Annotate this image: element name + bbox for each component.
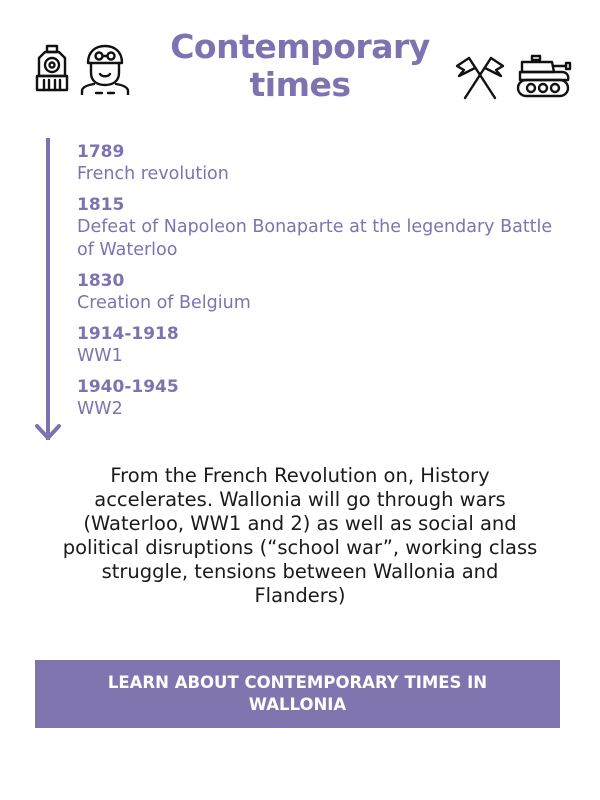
event-year: 1789	[77, 142, 125, 162]
timeline-event	[77, 141, 577, 186]
timeline-events	[77, 141, 577, 429]
page-title: Contemporary times	[170, 27, 430, 104]
timeline-line	[46, 138, 50, 440]
event-description: Creation of Belgium	[77, 293, 251, 313]
timeline-event	[77, 376, 577, 421]
event-description: Defeat of Napoleon Bonaparte at the legendary Battle of Waterloo	[77, 217, 553, 260]
event-year: 1830	[77, 271, 125, 291]
event-description: WW2	[77, 399, 123, 419]
tank-icon	[516, 54, 572, 100]
arrow-down-icon	[34, 420, 64, 444]
learn-more-button[interactable]: LEARN ABOUT CONTEMPORARY TIMES IN WALLONIA	[35, 660, 560, 728]
timeline-event	[77, 270, 577, 315]
event-year: 1940-1945	[77, 377, 179, 397]
soldier-icon	[80, 43, 130, 95]
event-description: WW1	[77, 346, 123, 366]
event-year: 1815	[77, 195, 125, 215]
event-year: 1914-1918	[77, 324, 179, 344]
timeline-event	[77, 194, 577, 262]
event-description: French revolution	[77, 164, 229, 184]
locomotive-icon	[34, 44, 70, 94]
crossed-flags-icon	[455, 56, 505, 100]
timeline-event	[77, 323, 577, 368]
intro-paragraph: From the French Revolution on, History accelerates. Wallonia will go through wars (Waterloo, WW1 and 2) as well as social and political disruptions (“school war”, working class struggle, tensions between Wallonia and Flanders)	[62, 464, 538, 607]
